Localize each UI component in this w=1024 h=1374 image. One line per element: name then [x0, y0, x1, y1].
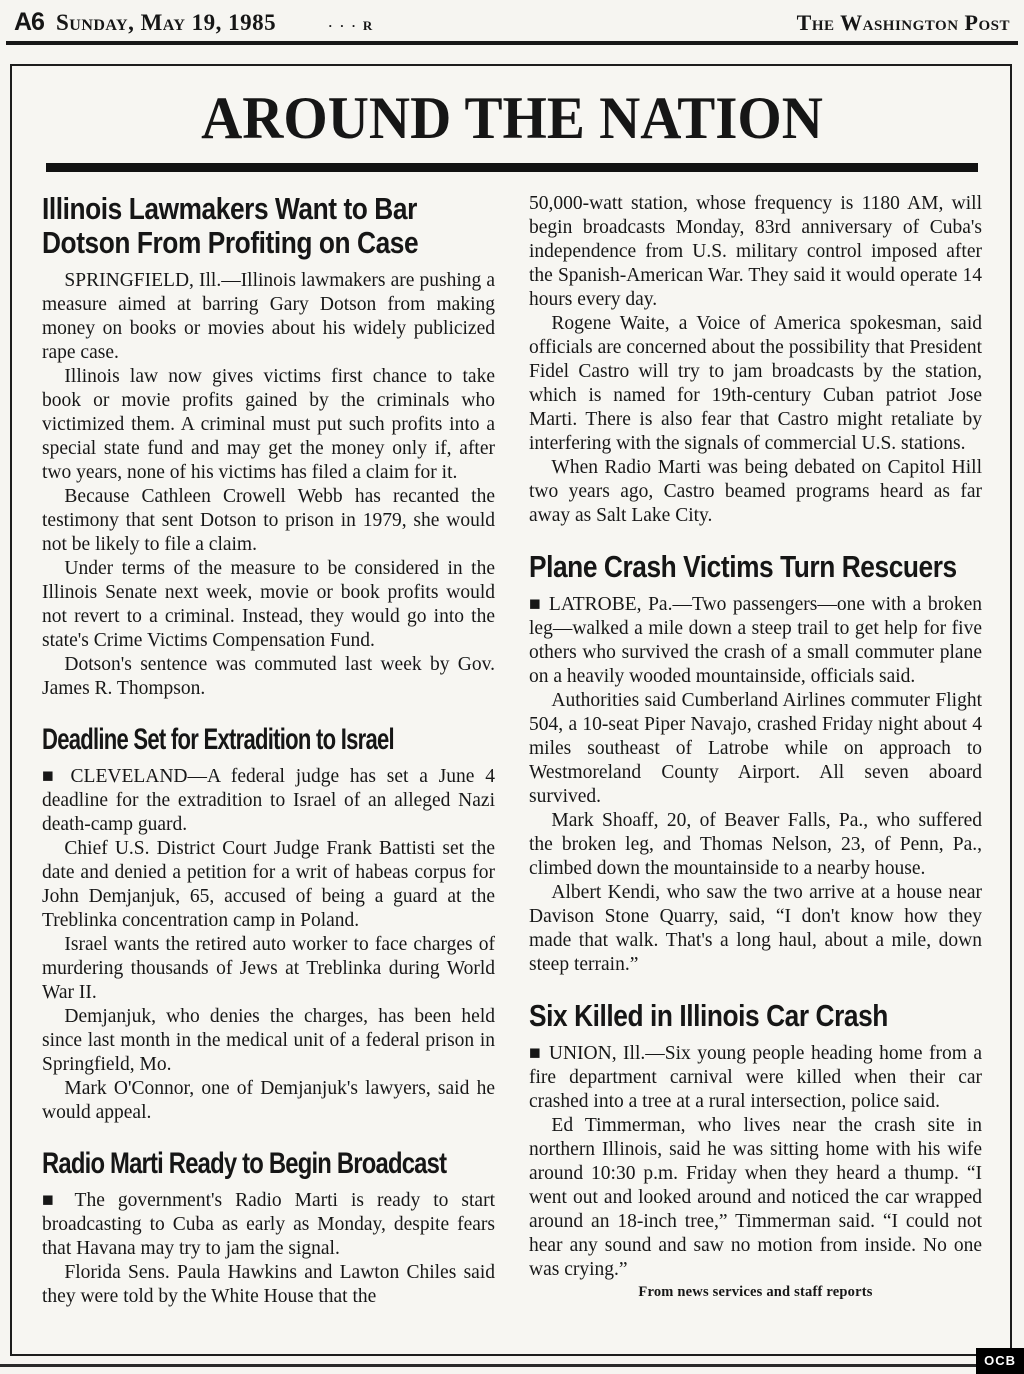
page-number: A6 [14, 8, 44, 36]
left-column [42, 192, 495, 1323]
article-paragraph: Dotson's sentence was commuted last week by Gov. James R. Thompson. [42, 654, 495, 700]
article-extradition [42, 723, 495, 1125]
article-headline: Illinois Lawmakers Want to Bar Dotson From Profiting on Case [42, 191, 419, 261]
article-paragraph: ■ The government's Radio Marti is ready to start broadcasting to Cuba as early as Monday, despite fears that Havana may try to jam the signal. [42, 1190, 495, 1260]
article-headline: Radio Marti Ready to Begin Broadcast [42, 1147, 447, 1181]
article-plane-crash [529, 550, 982, 977]
article-headline: Plane Crash Victims Turn Rescuers [529, 549, 957, 584]
article-headline: Deadline Set for Extradition to Israel [42, 723, 394, 757]
section-divider [46, 163, 978, 172]
article-columns [42, 192, 982, 1323]
article-paragraph: ■ UNION, Ill.—Six young people heading home from a fire department carnival were killed when their car crashed into a tree at a rural intersection, police said. [529, 1043, 982, 1113]
ocb-logo: OCB [976, 1348, 1024, 1374]
article-paragraph: ■ CLEVELAND—A federal judge has set a June 4 deadline for the extradition to Israel of an alleged Nazi death-camp guard. [42, 766, 495, 836]
article-radio-marti [42, 1147, 495, 1309]
issue-date: Sunday, May 19, 1985 [55, 10, 277, 35]
right-column [529, 192, 982, 1323]
article-paragraph: Israel wants the retired auto worker to face charges of murdering thousands of Jews at Treblinka during World War II. [42, 934, 495, 1004]
edition-mark: · · · R [328, 18, 375, 33]
article-paragraph: 50,000-watt station, whose frequency is 1180 AM, will begin broadcasts Monday, 83rd anniversary of Cuba's independence from U.S. military control imposed after the Spanish-American War. They said it would operate 14 hours every day. [529, 193, 982, 310]
article-dotson [42, 192, 495, 701]
article-paragraph: Ed Timmerman, who lives near the crash site in northern Illinois, said he was sitting home with his wife around 10:30 p.m. Friday when they heard a thump. “I went out and looked around and noticed the car wrapped around an 18-inch tree,” Timmerman said. “I could not hear any sound and saw no motion from inside. No one was crying.” [529, 1115, 982, 1281]
article-paragraph: Because Cathleen Crowell Webb has recanted the testimony that sent Dotson to prison in 1979, she would not be likely to file a claim. [42, 486, 495, 556]
article-paragraph: Authorities said Cumberland Airlines commuter Flight 504, a 10-seat Piper Navajo, crashed Friday night about 4 miles southeast of Latrobe while on approach to Westmoreland County Airport. All seven aboard survived. [529, 690, 982, 808]
article-paragraph: SPRINGFIELD, Ill.—Illinois lawmakers are pushing a measure aimed at barring Gary Dotson from making money on books or movies about his widely publicized rape case. [42, 270, 495, 364]
article-paragraph: Rogene Waite, a Voice of America spokesman, said officials are concerned about the possibility that President Fidel Castro will try to jam broadcasts by the station, which is named for 19th-century Cuban patriot Jose Marti. There is also fear that Castro might retaliate by interfering with the signals of commercial U.S. stations. [529, 313, 982, 454]
article-car-crash [529, 999, 982, 1301]
publication-name: The Washington Post [796, 10, 1010, 35]
article-paragraph: Mark Shoaff, 20, of Beaver Falls, Pa., who suffered the broken leg, and Thomas Nelson, 23, of Penn, Pa., climbed down the mountainside to a nearby house. [529, 810, 982, 880]
credit-line: From news services and staff reports [638, 1284, 873, 1301]
article-headline: Six Killed in Illinois Car Crash [529, 998, 888, 1034]
article-paragraph: Demjanjuk, who denies the charges, has been held since last month in the medical unit of a federal prison in Springfield, Mo. [42, 1006, 495, 1076]
article-paragraph: Florida Sens. Paula Hawkins and Lawton Chiles said they were told by the White House that the [42, 1262, 495, 1308]
section-title: AROUND THE NATION [201, 85, 823, 152]
page-frame [10, 64, 1012, 1356]
article-paragraph: ■ LATROBE, Pa.—Two passengers—one with a broken leg—walked a mile down a steep trail to get help for five others who survived the crash of a small commuter plane on a heavily wooded mountainside, officials said. [529, 594, 982, 688]
article-paragraph: Chief U.S. District Court Judge Frank Battisti set the date and denied a petition for a writ of habeas corpus for John Demjanjuk, 65, accused of being a guard at the Treblinka concentration camp in Poland. [42, 838, 495, 932]
article-radio-marti-continued [529, 192, 982, 528]
bottom-divider [0, 1364, 1024, 1367]
masthead-divider [6, 41, 1018, 45]
article-paragraph: Mark O'Connor, one of Demjanjuk's lawyers, said he would appeal. [42, 1078, 495, 1124]
page-header [14, 8, 1010, 37]
article-paragraph: Albert Kendi, who saw the two arrive at a house near Davison Stone Quarry, said, “I don't know how they made that walk. That's a long haul, about a mile, down steep terrain.” [529, 882, 982, 976]
article-paragraph: When Radio Marti was being debated on Capitol Hill two years ago, Castro beamed programs heard as far away as Salt Lake City. [529, 457, 982, 526]
article-paragraph: Under terms of the measure to be considered in the Illinois Senate next week, movie or book profits would not revert to a criminal. Instead, they would go into the state's Crime Victims Compensation Fund. [42, 558, 495, 652]
page-header-left [14, 8, 797, 37]
article-paragraph: Illinois law now gives victims first chance to take book or movie profits gained by the criminals who victimized them. A criminal must put such profits into a special state fund and may get the money only if, after two years, none of his victims has filed a claim for it. [42, 366, 495, 484]
